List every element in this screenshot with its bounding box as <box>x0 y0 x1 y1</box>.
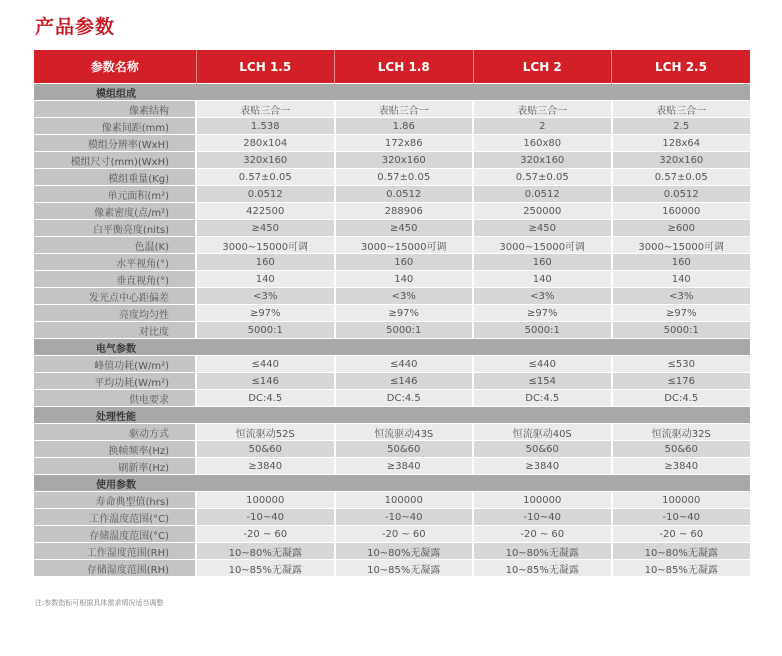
param-value: 160 <box>612 254 751 271</box>
param-value: 表贴三合一 <box>335 101 474 118</box>
param-value: -20 ~ 60 <box>335 526 474 543</box>
param-value: 0.57±0.05 <box>473 169 612 186</box>
param-value: ≤146 <box>196 373 335 390</box>
param-label: 模组分辨率(WxH) <box>34 135 196 152</box>
param-value: 恒流驱动32S <box>612 424 751 441</box>
param-label: 模组尺寸(mm)(WxH) <box>34 152 196 169</box>
param-label: 换帧频率(Hz) <box>34 441 196 458</box>
table-row <box>34 390 750 407</box>
table-row <box>34 509 750 526</box>
table-row <box>34 492 750 509</box>
param-value: 2.5 <box>612 118 751 135</box>
param-value: 5000:1 <box>196 322 335 339</box>
param-label: 色温(K) <box>34 237 196 254</box>
section-title: 使用参数 <box>34 475 750 492</box>
param-value: 表贴三合一 <box>612 101 751 118</box>
table-row <box>34 203 750 220</box>
param-label: 水平视角(°) <box>34 254 196 271</box>
param-value: ≤154 <box>473 373 612 390</box>
param-value: 50&60 <box>335 441 474 458</box>
spec-table <box>34 50 750 576</box>
param-value: 100000 <box>335 492 474 509</box>
table-row <box>34 254 750 271</box>
section-header-row <box>34 407 750 424</box>
param-value: ≤440 <box>335 356 474 373</box>
param-value: 表贴三合一 <box>196 101 335 118</box>
param-value: ≥3840 <box>612 458 751 475</box>
param-value: 0.57±0.05 <box>612 169 751 186</box>
table-body <box>34 84 750 577</box>
param-label: 寿命典型值(hrs) <box>34 492 196 509</box>
param-value: ≥450 <box>196 220 335 237</box>
param-value: 160x80 <box>473 135 612 152</box>
param-value: <3% <box>612 288 751 305</box>
footnote: 注:参数指标可根据具体需求情况适当调整 <box>35 599 164 607</box>
param-value: <3% <box>335 288 474 305</box>
param-label: 驱动方式 <box>34 424 196 441</box>
param-label: 供电要求 <box>34 390 196 407</box>
param-label: 存储温度范围(°C) <box>34 526 196 543</box>
param-value: 50&60 <box>612 441 751 458</box>
param-value: 100000 <box>612 492 751 509</box>
table-row <box>34 220 750 237</box>
param-label: 工作湿度范围(RH) <box>34 543 196 560</box>
table-row <box>34 526 750 543</box>
param-value: 恒流驱动40S <box>473 424 612 441</box>
param-value: 50&60 <box>196 441 335 458</box>
param-label: 发光点中心距偏差 <box>34 288 196 305</box>
param-value: ≥450 <box>473 220 612 237</box>
param-value: ≤176 <box>612 373 751 390</box>
param-value: ≥600 <box>612 220 751 237</box>
table-row <box>34 135 750 152</box>
param-value: DC:4.5 <box>612 390 751 407</box>
table-row <box>34 186 750 203</box>
param-label: 存储湿度范围(RH) <box>34 560 196 577</box>
param-value: 160 <box>196 254 335 271</box>
param-value: 表贴三合一 <box>473 101 612 118</box>
param-value: ≤530 <box>612 356 751 373</box>
table-row <box>34 560 750 577</box>
param-value: 140 <box>473 271 612 288</box>
page-title: 产品参数 <box>35 16 116 38</box>
table-row <box>34 356 750 373</box>
header-param-name: 参数名称 <box>34 50 196 84</box>
param-value: 140 <box>335 271 474 288</box>
param-value: 320x160 <box>196 152 335 169</box>
table-row <box>34 118 750 135</box>
param-value: ≥97% <box>196 305 335 322</box>
param-value: 5000:1 <box>473 322 612 339</box>
param-label: 对比度 <box>34 322 196 339</box>
section-header-row <box>34 84 750 101</box>
table-row <box>34 458 750 475</box>
param-value: 422500 <box>196 203 335 220</box>
param-label: 平均功耗(W/m²) <box>34 373 196 390</box>
param-value: -10~40 <box>196 509 335 526</box>
param-value: 160 <box>335 254 474 271</box>
param-value: 100000 <box>196 492 335 509</box>
table-row <box>34 101 750 118</box>
param-label: 垂直视角(°) <box>34 271 196 288</box>
param-value: 320x160 <box>612 152 751 169</box>
section-title: 模组组成 <box>34 84 750 101</box>
param-value: ≥3840 <box>196 458 335 475</box>
param-value: 10~80%无凝露 <box>335 543 474 560</box>
param-value: -10~40 <box>612 509 751 526</box>
header-model-lch-2-5: LCH 2.5 <box>612 50 751 84</box>
param-value: 172x86 <box>335 135 474 152</box>
param-value: 160 <box>473 254 612 271</box>
param-value: 0.57±0.05 <box>196 169 335 186</box>
param-label: 白平衡亮度(nits) <box>34 220 196 237</box>
param-value: 288906 <box>335 203 474 220</box>
table-row <box>34 543 750 560</box>
param-value: -20 ~ 60 <box>196 526 335 543</box>
table-row <box>34 152 750 169</box>
param-value: 0.57±0.05 <box>335 169 474 186</box>
param-value: 3000~15000可调 <box>196 237 335 254</box>
param-value: 恒流驱动52S <box>196 424 335 441</box>
param-value: ≥97% <box>335 305 474 322</box>
param-value: 0.0512 <box>612 186 751 203</box>
param-value: ≤146 <box>335 373 474 390</box>
table-row <box>34 305 750 322</box>
param-value: 160000 <box>612 203 751 220</box>
param-value: 100000 <box>473 492 612 509</box>
param-value: 10~80%无凝露 <box>196 543 335 560</box>
param-value: ≤440 <box>473 356 612 373</box>
param-value: ≥97% <box>612 305 751 322</box>
param-value: 0.0512 <box>473 186 612 203</box>
param-value: ≥450 <box>335 220 474 237</box>
param-value: 5000:1 <box>335 322 474 339</box>
table-row <box>34 441 750 458</box>
param-value: DC:4.5 <box>196 390 335 407</box>
param-value: 恒流驱动43S <box>335 424 474 441</box>
table-row <box>34 373 750 390</box>
param-value: 10~80%无凝露 <box>612 543 751 560</box>
header-model-lch-1-8: LCH 1.8 <box>335 50 474 84</box>
param-value: 140 <box>196 271 335 288</box>
param-label: 工作温度范围(°C) <box>34 509 196 526</box>
section-header-row <box>34 475 750 492</box>
param-value: 1.538 <box>196 118 335 135</box>
param-value: 0.0512 <box>335 186 474 203</box>
section-header-row <box>34 339 750 356</box>
param-value: 10~85%无凝露 <box>473 560 612 577</box>
header-model-lch-2: LCH 2 <box>473 50 612 84</box>
param-value: 3000~15000可调 <box>335 237 474 254</box>
table-row <box>34 288 750 305</box>
param-value: 320x160 <box>473 152 612 169</box>
param-value: -20 ~ 60 <box>612 526 751 543</box>
param-value: 3000~15000可调 <box>612 237 751 254</box>
param-value: 1.86 <box>335 118 474 135</box>
table-header-row <box>34 50 750 84</box>
param-label: 像素密度(点/m²) <box>34 203 196 220</box>
table-row <box>34 169 750 186</box>
param-value: 280x104 <box>196 135 335 152</box>
section-title: 电气参数 <box>34 339 750 356</box>
table-row <box>34 271 750 288</box>
param-value: <3% <box>196 288 335 305</box>
param-value: 10~85%无凝露 <box>335 560 474 577</box>
param-value: ≥3840 <box>335 458 474 475</box>
param-value: 0.0512 <box>196 186 335 203</box>
param-value: 320x160 <box>335 152 474 169</box>
param-label: 像素结构 <box>34 101 196 118</box>
param-label: 单元面积(m²) <box>34 186 196 203</box>
param-label: 峰值功耗(W/m²) <box>34 356 196 373</box>
param-value: -10~40 <box>335 509 474 526</box>
param-value: 10~85%无凝露 <box>196 560 335 577</box>
param-value: 50&60 <box>473 441 612 458</box>
param-value: ≥3840 <box>473 458 612 475</box>
param-value: DC:4.5 <box>473 390 612 407</box>
param-value: 250000 <box>473 203 612 220</box>
table-row <box>34 237 750 254</box>
param-label: 像素间距(mm) <box>34 118 196 135</box>
param-value: 5000:1 <box>612 322 751 339</box>
param-value: -10~40 <box>473 509 612 526</box>
param-value: ≥97% <box>473 305 612 322</box>
param-value: 10~85%无凝露 <box>612 560 751 577</box>
param-value: <3% <box>473 288 612 305</box>
table-row <box>34 322 750 339</box>
param-label: 模组重量(Kg) <box>34 169 196 186</box>
table-row <box>34 424 750 441</box>
header-model-lch-1-5: LCH 1.5 <box>196 50 335 84</box>
param-value: 2 <box>473 118 612 135</box>
param-value: 10~80%无凝露 <box>473 543 612 560</box>
param-value: DC:4.5 <box>335 390 474 407</box>
section-title: 处理性能 <box>34 407 750 424</box>
param-value: -20 ~ 60 <box>473 526 612 543</box>
param-value: 128x64 <box>612 135 751 152</box>
param-value: 140 <box>612 271 751 288</box>
param-value: 3000~15000可调 <box>473 237 612 254</box>
param-label: 亮度均匀性 <box>34 305 196 322</box>
param-value: ≤440 <box>196 356 335 373</box>
param-label: 刷新率(Hz) <box>34 458 196 475</box>
